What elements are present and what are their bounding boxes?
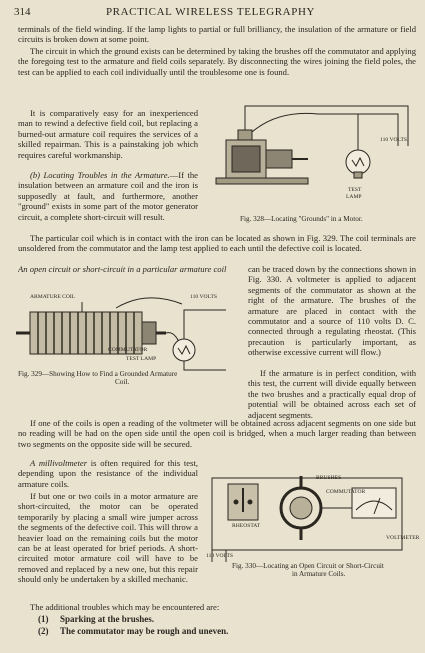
fig-328-caption: Fig. 328—Locating "Grounds" in a Motor. [240, 215, 363, 223]
paragraph-8-rest: is often required for this test, depending upon the resistance of the individual armature coils. [18, 458, 198, 489]
paragraph-2: The circuit in which the ground exists can be determined by taking the brushes off the commutator and applying the foregoing test to the armature and field coils separately. By disconnecting the wires joining the field poles, the test can be applied to each coil individually until the troublesome one is found. [18, 46, 416, 77]
fig-330-voltmeter-label: VOLTMETER [386, 535, 420, 541]
section-b: (b) Locating Troubles in the Armature.—If the insulation between an armature coil and the iron is supposedly at fault, and furthermore, another "ground" exists in some part of the motor generator circuit, a complete short-circuit will result. [18, 170, 198, 222]
fig-328-volts-label: 110 VOLTS. [380, 137, 409, 143]
paragraph-3: It is comparatively easy for an inexperienced man to rewind a defective field coil, but replacing a burned-out armature coil requires the services of a skilled repairman. This is a painstaking job which requires careful workmanship. [18, 108, 198, 160]
trouble-list-item-1 [38, 614, 154, 624]
list-text: Sparking at the brushes. [60, 614, 155, 624]
list-number: (2) [38, 626, 49, 636]
running-title: PRACTICAL WIRELESS TELEGRAPHY [105, 6, 316, 18]
paragraph-1: terminals of the field winding. If the lamp lights to partial or full brilliancy, the insulation of the armature or field circuits is broken down at some point. [18, 24, 416, 45]
fig-329-volts-label: 110 VOLTS [190, 294, 217, 300]
fig-330-rheostat-label: RHEOSTAT [232, 523, 261, 529]
list-text: The commutator may be rough and uneven. [60, 626, 229, 636]
fig-330-caption-line-2: in Armature Coils. [292, 570, 346, 578]
section-b-text: If the insulation between an armature coil and the iron is supposedly at fault, and furthermore, another "ground" exists in some part of the motor generator circuit, a complete short-circuit will result. [18, 170, 198, 222]
paragraph-7: If one of the coils is open a reading of the voltmeter will be obtained across adjacent segments on one side but no reading will be had on the open side until the open coil is bridged, when a much larger reading than between two segments on the opposite side will be secured. [18, 418, 416, 449]
fig-328-lamp-label-2: LAMP [346, 194, 362, 200]
fig-330-caption-line-1: Fig. 330—Locating an Open Circuit or Short-Circuit [232, 562, 384, 570]
fig-330-commutator-label: COMMUTATOR [326, 489, 366, 495]
figure-328-motor-diagram [208, 100, 418, 210]
page-header [14, 6, 407, 20]
fig-329-coil-label: ARMATURE COIL [30, 294, 76, 300]
paragraph-8-italic: A millivoltmeter [30, 458, 88, 468]
fig-330-110-volts-label: 110 VOLTS [206, 553, 233, 559]
trouble-list-item-2 [38, 626, 228, 636]
fig-328-lamp-label-1: TEST [348, 187, 362, 193]
paragraph-9: If but one or two coils in a motor armature are short-circuited, the motor can be operated temporarily by placing a small wire jumper across the segments of the defective coil. This will throw a heavier load on the remaining coils but the motor can be at least operated for brief periods. A short-circuited motor armature coil will have to be removed and replaced by a new one, but this repair should only be undertaken by a skilled mechanic. [18, 491, 198, 585]
section-b-heading: (b) Locating Troubles in the Armature. [30, 170, 170, 180]
fig-329-caption-line-1: Fig. 329—Showing How to Find a Grounded Armature [18, 370, 178, 378]
fig-329-lamp-label: TEST LAMP [126, 356, 157, 362]
list-number: (1) [38, 614, 49, 624]
page-number: 314 [14, 6, 31, 18]
paragraph-6: If the armature is in perfect condition, with this test, the current will divide equally between the two brushes and a practically equal drop of potential will be obtained across each set of adjacent segments. [248, 368, 416, 420]
paragraph-4: The particular coil which is in contact with the iron can be located as shown in Fig. 329. The coil terminals are unsoldered from the commutator and the lamp test applied to each until the defective coil is located. [18, 233, 416, 254]
paragraph-5-rest: can be traced down by the connections shown in Fig. 330. A voltmeter is applied to adjacent segments of the commutator as shown at the right of the armature. The brushes of the armature are placed in contact with the commutator and a source of 110 volts D. C. connected through a regulating rheostat. (This precaution is particularly important, as otherwise excessive current will flow.) [248, 264, 416, 358]
fig-329-commutator-label: COMMUTATOR [108, 347, 148, 353]
fig-330-brushes-label: BRUSHES [316, 475, 342, 481]
paragraph-8 [18, 458, 198, 489]
paragraph-5-italic: An open circuit or short-circuit in a particular armature coil [18, 264, 227, 274]
figure-330-voltmeter-diagram [206, 470, 416, 570]
fig-329-caption-line-2: Coil. [115, 378, 130, 386]
paragraph-10: The additional troubles which may be encountered are: [30, 602, 220, 612]
